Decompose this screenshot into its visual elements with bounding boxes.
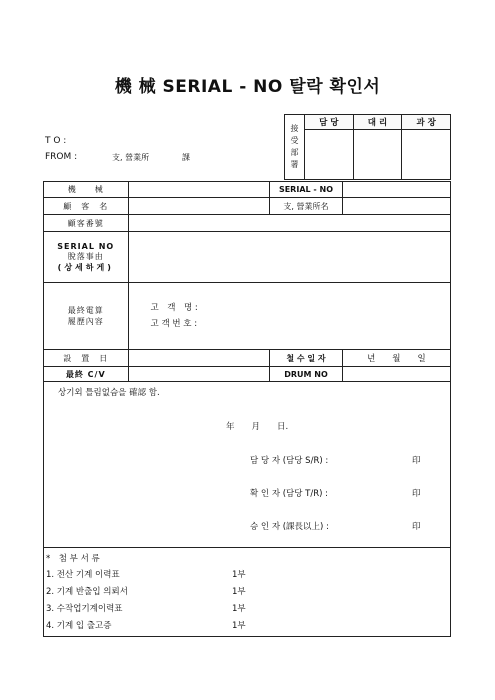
drum-no-label: DRUM NO [270,367,343,382]
receiving-department-label: 接 受 部 署 [285,115,305,180]
final-cv-field[interactable] [128,367,270,382]
person-approver-label: 승 인 자 (課長以上) : [250,522,329,532]
machine-label: 機 械 [44,182,129,198]
history-label: 最終電算 履歷內容 [44,283,129,350]
withdraw-date-label: 철 수 일 자 [270,350,343,367]
reason-field[interactable] [128,232,450,283]
customer-no-field[interactable] [128,215,450,232]
reason-label: SERIAL NO 脫落事由 (상세하게) [44,232,129,283]
person-staff-label: 담 당 자 (담당 S/R) : [250,456,329,466]
withdraw-date-field[interactable]: 년 월 일 [342,350,450,367]
seal-icon: 印 [412,522,421,532]
install-date-label: 設 置 日 [44,350,129,367]
from-label: FROM : [45,152,78,162]
install-date-field[interactable] [128,350,270,367]
from-dept-label: 課 [182,153,190,162]
serial-no-label: SERIAL - NO [270,182,343,198]
from-branch-label: 支, 營業所 [112,153,150,162]
customer-name-field[interactable] [128,198,270,215]
approval-sign-deputy[interactable] [353,130,402,180]
attachments-section [44,548,451,637]
machine-field[interactable] [128,182,270,198]
seal-icon: 印 [412,456,421,466]
drum-no-field[interactable] [342,367,450,382]
date-line: 年 月 日. [226,422,289,432]
document-title: 機 械 SERIAL - NO 탈락 확인서 [114,77,381,97]
serial-no-field[interactable] [342,182,450,198]
confirmation-text: 상기외 틀림없슴을 確認 함. [58,388,160,398]
attachments-heading: * 첨 부 서 류 [46,554,100,564]
approval-stamp-box [284,114,451,180]
attachment-item: 1. 전산 기계 이력표 1부 [46,570,246,580]
history-customer-no-label: 고 객 번 호 : [150,319,198,329]
to-label: T O : [45,136,67,146]
branch-label: 支, 營業所名 [270,198,343,215]
approval-sign-manager[interactable] [402,130,451,180]
approval-col-staff: 담 당 [305,115,354,130]
history-field[interactable] [128,283,450,350]
seal-icon: 印 [412,489,421,499]
attachment-item: 3. 수작업기계이력표 1부 [46,604,246,614]
approval-sign-staff[interactable] [305,130,354,180]
approval-col-deputy: 대 리 [353,115,402,130]
customer-name-label: 顧 客 名 [44,198,129,215]
history-customer-name-label: 고 객 명 : [150,303,198,313]
customer-no-label: 顧客番號 [44,215,129,232]
person-checker-label: 확 인 자 (담당 T/R) : [250,489,329,499]
attachment-item: 2. 기계 반출입 의뢰서 1부 [46,587,246,597]
final-cv-label: 最終 C/V [44,367,129,382]
confirmation-form-table [43,181,451,637]
branch-field[interactable] [342,198,450,215]
approval-col-manager: 과 장 [402,115,451,130]
attachment-item: 4. 기계 입 출고증 1부 [46,621,246,631]
confirmation-section [44,382,451,548]
